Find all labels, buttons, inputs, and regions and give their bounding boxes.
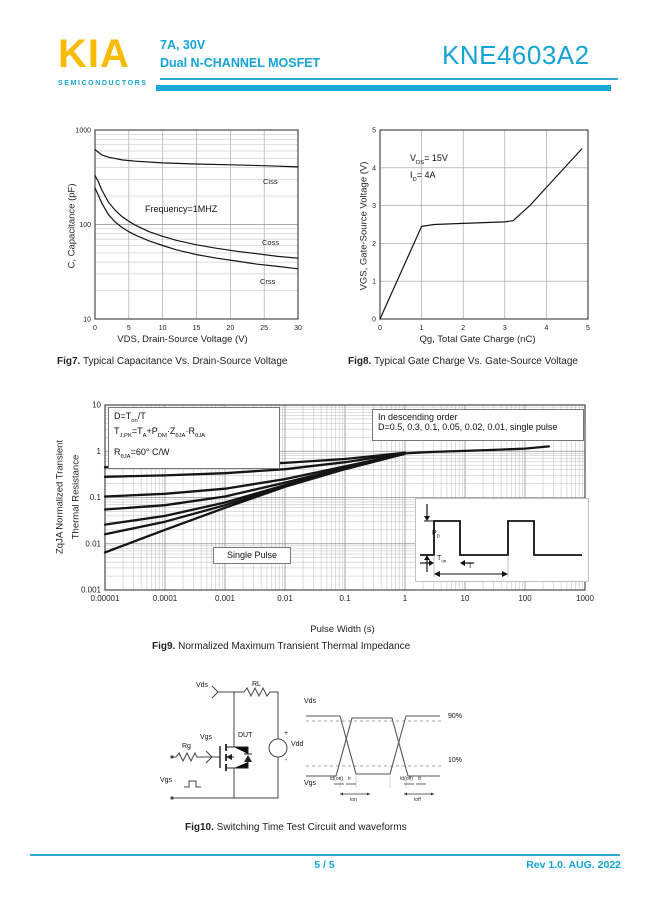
fig7-x-tick: 5 xyxy=(126,325,131,332)
fig8-y-tick: 1 xyxy=(372,278,376,286)
fig8-caption xyxy=(348,356,578,367)
fig8-condition-id: $I_D= 4A$ xyxy=(410,170,436,183)
fig9-pulse-waveform xyxy=(416,499,588,581)
fig10-ton-label: ton xyxy=(350,797,357,803)
fig9-series-envelope xyxy=(405,446,549,453)
fig7-x-tick: 15 xyxy=(192,325,201,332)
fig10-caption xyxy=(185,822,407,833)
fig10-plus-label: + xyxy=(284,730,289,737)
fig8-x-tick: 3 xyxy=(502,325,507,332)
fig7-ciss-label: Ciss xyxy=(263,177,278,186)
fig9-x-tick: 0.00001 xyxy=(90,594,120,603)
fig8-x-tick: 2 xyxy=(461,325,466,332)
fig9-pulse-inset xyxy=(415,498,589,582)
fig10-test-circuit xyxy=(160,681,310,809)
kia-logo-subtext: SEMICONDUCTORS xyxy=(58,80,148,87)
fig10-wave-vds-label: Vds xyxy=(304,698,317,705)
fig10-rg-label: Rg xyxy=(182,743,191,750)
fig10-caption-text: Switching Time Test Circuit and waveforms xyxy=(213,822,407,833)
fig8-y-tick: 2 xyxy=(372,240,376,248)
fig9-x-tick: 1 xyxy=(402,594,408,603)
fig7-caption-number: Fig7. xyxy=(57,356,81,367)
fig9-legend-note-line2: D=0.5, 0.3, 0.1, 0.05, 0.02, 0.01, single pulse xyxy=(378,422,558,432)
header-rule-thin xyxy=(160,78,618,80)
fig10-switching-waveforms xyxy=(300,688,480,808)
fig9-legend-note-line1: In descending order xyxy=(378,412,458,422)
fig8-y-tick: 3 xyxy=(372,203,376,211)
fig9-legend-note-box xyxy=(372,409,584,441)
fig10-wave-90pct-label: 90% xyxy=(448,713,463,720)
fig9-y-axis-label-line2: Thermal Resistance xyxy=(70,454,82,540)
fig8-gate-charge-chart xyxy=(355,124,600,336)
fig8-caption-text: Typical Gate Charge Vs. Gate-Source Voltage xyxy=(371,356,578,367)
fig9-inset-ton-label: $T_{on}$ xyxy=(437,555,447,564)
fig8-caption-number: Fig8. xyxy=(348,356,372,367)
fig8-y-tick: 5 xyxy=(372,127,376,135)
fig7-crss-label: Crss xyxy=(260,277,276,286)
fig9-formula-rtheta: $R_{\theta JA}=60^\circ$ C/W xyxy=(114,446,170,460)
fig8-x-tick: 4 xyxy=(544,325,549,332)
fig9-x-tick: 0.1 xyxy=(339,594,351,603)
fig8-condition-vds: $V_{DS}= 15V$ xyxy=(410,153,448,166)
fig7-x-tick: 20 xyxy=(226,325,235,332)
fig8-y-tick: 4 xyxy=(372,165,376,173)
device-spec-line2: Dual N-CHANNEL MOSFET xyxy=(160,56,321,71)
fig10-vgs-probe-label: Vgs xyxy=(200,734,213,741)
fig7-caption-text: Typical Capacitance Vs. Drain-Source Voltage xyxy=(80,356,288,367)
fig7-x-tick: 0 xyxy=(93,325,97,332)
header-rule-thick xyxy=(156,85,611,91)
fig9-formula-box xyxy=(108,407,280,469)
fig10-vds-probe-label: Vds xyxy=(196,682,209,689)
device-spec xyxy=(160,36,320,72)
device-spec-line1: 7A, 30V xyxy=(160,38,206,52)
fig7-y-axis-label: C, Capacitance (pF) xyxy=(66,183,78,269)
fig7-y-tick: 10 xyxy=(83,316,91,324)
fig8-x-tick: 0 xyxy=(378,325,382,332)
fig9-y-tick: 0.01 xyxy=(85,539,101,549)
fig9-y-tick: 1 xyxy=(96,446,101,456)
fig7-capacitance-chart xyxy=(55,124,310,336)
fig9-caption xyxy=(152,641,410,652)
fig10-caption-number: Fig10. xyxy=(185,822,214,833)
fig10-wave-10pct-label: 10% xyxy=(448,757,463,764)
fig9-formula-tjpk: $T_{J,PK}=T_A+P_{DM}\cdot Z_{\theta JA}\cdot R_{\theta JA}$ xyxy=(114,425,206,439)
fig10-tf-label: tf xyxy=(418,776,421,782)
fig10-vdd-label: Vdd xyxy=(291,741,304,748)
fig9-single-pulse-label: Single Pulse xyxy=(213,547,291,564)
fig7-y-tick: 100 xyxy=(79,222,91,229)
kia-logo: KIA xyxy=(58,32,130,76)
fig10-dut-label: DUT xyxy=(238,732,253,739)
fig9-caption-number: Fig9. xyxy=(152,641,176,652)
fig10-waveform-drawing xyxy=(300,688,480,808)
fig10-vin-label: Vgs xyxy=(160,777,173,784)
fig10-minus-label: - xyxy=(285,757,288,764)
fig9-y-tick: 0.1 xyxy=(89,493,101,502)
fig7-coss-label: Coss xyxy=(262,238,280,247)
fig9-inset-t-label: T xyxy=(468,563,473,570)
fig10-tdon-label: td(on) xyxy=(330,776,344,782)
footer-revision: Rev 1.0. AUG. 2022 xyxy=(526,859,621,871)
fig9-y-tick: 10 xyxy=(92,400,101,410)
fig8-x-tick: 5 xyxy=(586,325,590,332)
fig9-x-tick: 0.01 xyxy=(277,594,293,603)
fig9-x-tick: 100 xyxy=(518,594,532,603)
footer-page-number: 5 / 5 xyxy=(314,859,335,871)
footer-rule xyxy=(30,854,620,856)
fig10-rl-label: RL xyxy=(252,681,261,688)
fig9-y-tick: 0.001 xyxy=(80,585,101,595)
fig7-x-tick: 30 xyxy=(294,325,302,332)
fig10-tr-label: tr xyxy=(348,776,352,782)
fig10-tdoff-label: td(off) xyxy=(400,776,413,782)
fig9-x-tick: 1000 xyxy=(576,594,594,603)
fig9-x-tick: 10 xyxy=(460,594,470,603)
fig9-formula-duty: $D=T_{on}/T$ xyxy=(114,411,146,424)
fig10-toff-label: toff xyxy=(414,797,421,803)
fig8-x-tick: 1 xyxy=(419,325,424,332)
fig9-x-tick: 0.001 xyxy=(214,594,236,603)
fig9-x-tick: 0.0001 xyxy=(152,594,178,603)
fig7-x-tick: 25 xyxy=(260,325,269,332)
fig7-caption xyxy=(57,356,288,367)
fig10-wave-vgs-label: Vgs xyxy=(304,780,317,787)
fig7-y-tick: 1000 xyxy=(75,127,91,135)
fig8-x-axis-label: Qg, Total Gate Charge (nC) xyxy=(419,334,536,345)
fig8-y-tick: 0 xyxy=(372,316,376,324)
fig9-y-axis-label-line1: ZqJA Normalized Transient xyxy=(54,439,66,555)
fig9-caption-text: Normalized Maximum Transient Thermal Impedance xyxy=(175,641,411,652)
fig8-y-axis-label: VGS, Gate-Source Voltage (V) xyxy=(358,161,370,291)
fig9-x-axis-label: Pulse Width (s) xyxy=(310,624,375,635)
fig7-x-axis-label: VDS, Drain-Source Voltage (V) xyxy=(117,334,248,345)
fig7-annotation-frequency: Frequency=1MHZ xyxy=(145,204,218,214)
part-number: KNE4603A2 xyxy=(442,40,590,70)
fig7-x-tick: 10 xyxy=(158,325,167,332)
fig9-inset-pd-label: $P_D$ xyxy=(432,530,440,539)
